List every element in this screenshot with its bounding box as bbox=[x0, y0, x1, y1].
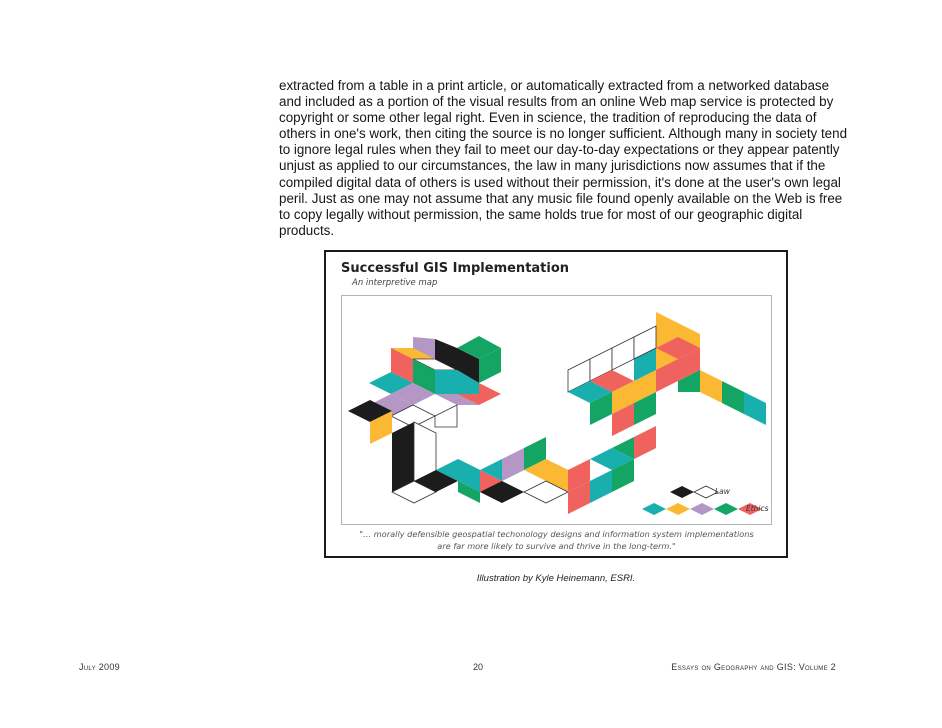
body-line: unjust as applied to our circumstances, the law in many jurisdictions now assumes that if the bbox=[279, 158, 826, 174]
mosaic-tile bbox=[642, 503, 666, 515]
interpretive-map-illustration bbox=[326, 252, 786, 556]
mosaic-tile bbox=[634, 426, 656, 459]
mosaic-tile bbox=[700, 370, 722, 403]
footer-book-title: Essays on Geography and GIS: Volume 2 bbox=[671, 662, 836, 672]
figure-subtitle: An interpretive map bbox=[352, 278, 438, 288]
body-line: peril. Just as one may not assume that any music file found openly available on the Web is free bbox=[279, 190, 843, 206]
legend-ethics-label: Ethics bbox=[746, 504, 769, 513]
body-line: compiled digital data of others is used without their permission, it's done at the user's own legal bbox=[279, 174, 841, 190]
mosaic-tile bbox=[435, 370, 457, 394]
page-number: 20 bbox=[473, 662, 484, 672]
mosaic-tile bbox=[392, 422, 414, 492]
caption-text: Illustration by Kyle Heinemann, ESRI. bbox=[476, 573, 636, 584]
mosaic-tile bbox=[744, 392, 766, 425]
mosaic-tile bbox=[590, 470, 612, 503]
quote-line: "… morally defensible geospatial techonology designs and information system implementations bbox=[359, 529, 754, 539]
mosaic-tile bbox=[722, 381, 744, 414]
mosaic-tile bbox=[690, 503, 714, 515]
body-line: products. bbox=[279, 222, 335, 238]
body-line: extracted from a table in a print article, or automatically extracted from a networked database bbox=[279, 78, 830, 93]
legend-law-label: Law bbox=[715, 487, 730, 496]
mosaic-tile bbox=[502, 448, 524, 481]
body-line: to ignore legal rules when they fail to meet our day-to-day expectations or they appear patently bbox=[279, 142, 840, 158]
figure-quote bbox=[341, 528, 772, 552]
mosaic-tile bbox=[612, 337, 634, 370]
mosaic-tile bbox=[435, 405, 457, 427]
body-line: to copy legally without permission, the same holds true for most of our geographic digital bbox=[279, 206, 803, 222]
body-paragraph bbox=[279, 78, 848, 239]
mosaic-tile bbox=[666, 503, 690, 515]
figure-title: Successful GIS Implementation bbox=[341, 261, 570, 276]
mosaic-tile bbox=[714, 503, 738, 515]
body-line: and included as a portion of the visual results from an online Web map service is protected by bbox=[279, 94, 834, 110]
quote-line: are far more likely to survive and thrive in the long-term." bbox=[437, 541, 676, 551]
figure-caption bbox=[0, 573, 942, 584]
body-line: copyright or some other legal right. Even in science, the tradition of reproducing the data of bbox=[279, 110, 817, 126]
gis-figure bbox=[324, 250, 788, 558]
mosaic-tile bbox=[670, 486, 694, 498]
body-line: others in one's work, then citing the source is no longer sufficient. Although many in society tend bbox=[279, 126, 848, 142]
footer-date: July 2009 bbox=[79, 662, 120, 672]
